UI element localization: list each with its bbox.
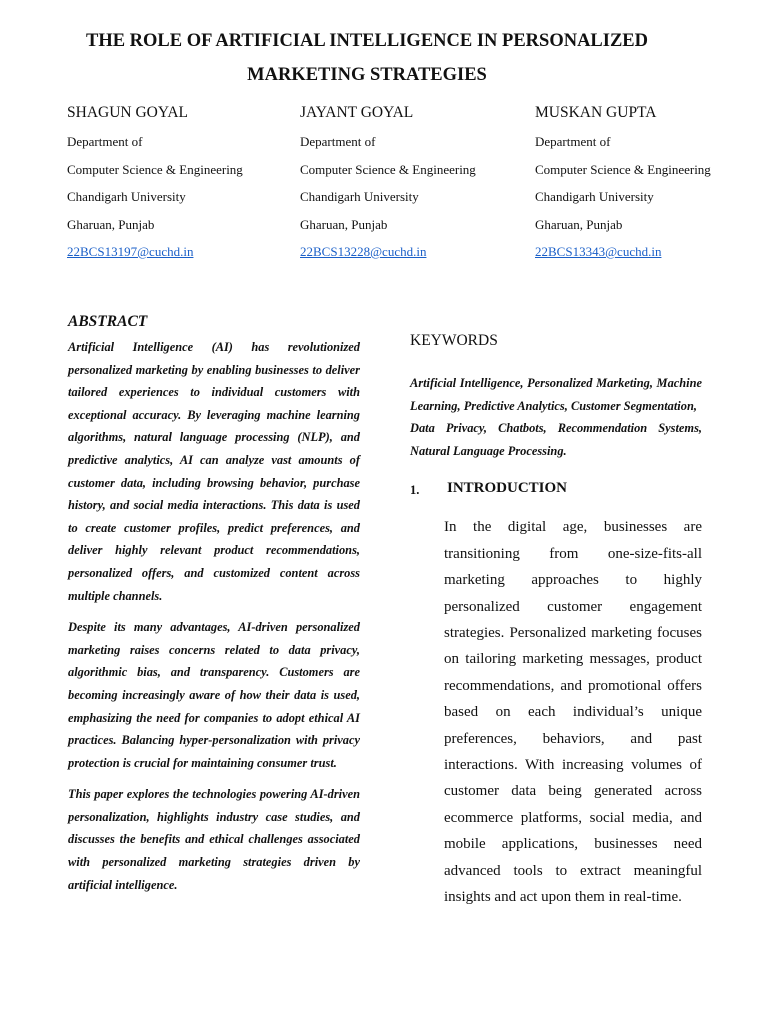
author-email-link[interactable]: 22BCS13343@cuchd.in [535, 244, 662, 259]
author-department-name: Computer Science & Engineering [535, 161, 711, 177]
author-department-name: Computer Science & Engineering [67, 161, 243, 177]
author-email-link[interactable]: 22BCS13228@cuchd.in [300, 244, 427, 259]
author-name: MUSKAN GUPTA [535, 104, 657, 121]
section-heading [410, 480, 702, 506]
title-line-2: MARKETING STRATEGIES [247, 65, 487, 85]
keywords-line: Data Privacy, Chatbots, Recommendation Systems, Natural Language Processing. [410, 421, 702, 458]
introduction-paragraph: In the digital age, businesses are transitioning from one-size-fits-all marketing approaches to highly personalized customer engagement strategies. Personalized marketing focuses on tailoring marketing messages, product recommendations, and promotional offers based on each individual’s unique preferences, behaviors, and past interactions. With increasing volumes of customer data being generated across ecommerce platforms, social media, and mobile applications, businesses need advanced tools to extract meaningful insights and act upon them in real-time. [444, 519, 702, 906]
author-name: SHAGUN GOYAL [67, 104, 188, 121]
author-department: Department of [300, 134, 376, 149]
author-location: Gharuan, Punjab [535, 216, 623, 232]
author-email-link[interactable]: 22BCS13197@cuchd.in [67, 244, 194, 259]
author-university: Chandigarh University [300, 189, 419, 204]
author-block [535, 100, 755, 266]
author-location: Gharuan, Punjab [67, 216, 155, 232]
author-block [300, 100, 520, 266]
abstract-paragraph: Artificial Intelligence (AI) has revolutionized personalized marketing by enabling businesses to deliver tailored experiences to individual customers with exceptional accuracy. By leveraging machine learning algorithms, natural language processing (NLP), and predictive analytics, AI can analyze vast amounts of customer data, including browsing behavior, purchase history, and social media interactions. This data is used to create customer profiles, predict preferences, and deliver highly relevant product recommendations, personalized offers, and customized content across multiple channels. [68, 340, 360, 603]
right-column [410, 330, 702, 910]
abstract-paragraph: Despite its many advantages, AI-driven personalized marketing raises concerns related to data privacy, algorithmic bias, and transparency. Customers are becoming increasingly aware of how their data is used, emphasizing the need for companies to adopt ethical AI practices. Balancing hyper-personalization with privacy protection is crucial for maintaining consumer trust. [68, 620, 360, 770]
author-department: Department of [535, 134, 611, 149]
section-title: INTRODUCTION [447, 480, 568, 497]
abstract-heading: ABSTRACT [68, 313, 148, 330]
author-name: JAYANT GOYAL [300, 104, 414, 121]
abstract-section [68, 310, 360, 905]
author-university: Chandigarh University [535, 189, 654, 204]
author-block [67, 100, 287, 266]
author-department: Department of [67, 134, 143, 149]
author-university: Chandigarh University [67, 189, 186, 204]
author-department-name: Computer Science & Engineering [300, 161, 476, 177]
paper-title [0, 24, 734, 92]
title-line-1: THE ROLE OF ARTIFICIAL INTELLIGENCE IN PERSONALIZED [85, 31, 649, 51]
keywords-heading: KEYWORDS [410, 332, 498, 349]
abstract-paragraph: This paper explores the technologies powering AI-driven personalization, highlights industry case studies, and discusses the benefits and ethical challenges associated with personalized marketing strategies driven by artificial intelligence. [68, 787, 360, 892]
section-number: 1. [410, 483, 420, 498]
keywords-line: Artificial Intelligence, Personalized Marketing, Machine Learning, Predictive Analytics, Customer Segmentation, [410, 376, 702, 413]
author-location: Gharuan, Punjab [300, 216, 388, 232]
